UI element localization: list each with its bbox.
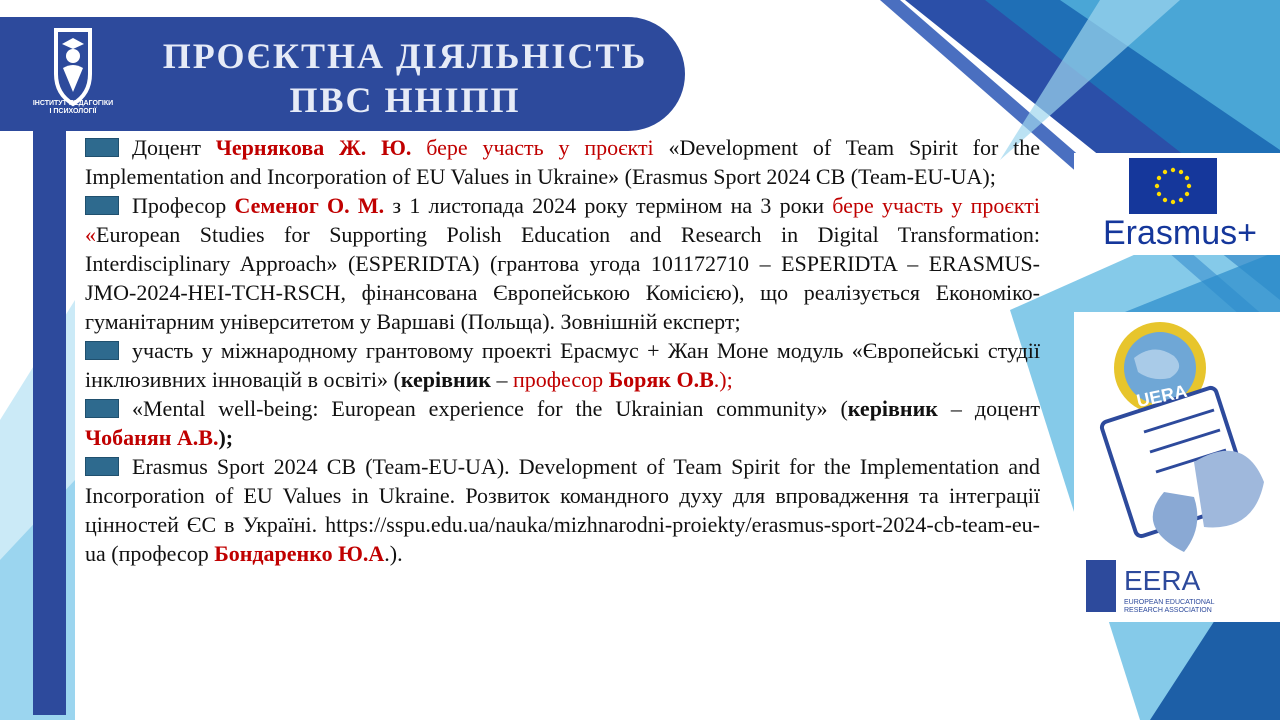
person-name: Чобанян А.В.	[85, 425, 219, 450]
erasmus-logo-text: Erasmus+	[1103, 214, 1257, 252]
list-item	[85, 452, 1040, 568]
bullet-icon	[85, 196, 119, 215]
uera-logo-text: UERA	[1134, 380, 1189, 412]
erasmus-logo	[1074, 153, 1280, 255]
logo-text-line1: ІНСТИТУТ ПЕДАГОГІКИ	[32, 100, 114, 107]
eera-subtitle-line1: EUROPEAN EDUCATIONAL	[1124, 599, 1215, 606]
item-dash: – доцент	[937, 396, 1040, 421]
eera-logo-text: EERA	[1124, 565, 1201, 596]
list-item	[85, 133, 1040, 191]
item-role: Доцент	[132, 135, 216, 160]
item-dash: –	[490, 367, 513, 392]
list-item	[85, 394, 1040, 452]
bullet-icon	[85, 399, 119, 418]
list-item	[85, 336, 1040, 394]
item-text: Erasmus Sport 2024 CB (Team-EU-UA). Development of Team Spirit for the Implementation and Incorporation of EU Values in Ukraine. Розвиток командного духу для впровадження та інтеграції цінностей ЄС в Україні. https://sspu.edu.ua/nauka/mizhnarodni-proiekty/erasmus-sport-2024-cb-team-eu-ua (професор	[85, 454, 1040, 566]
item-verb: бере участь у проєкті «	[85, 193, 1041, 247]
item-lead: керівник	[400, 367, 491, 392]
logo-text-line2: І ПСИХОЛОГІЇ	[49, 108, 97, 115]
item-role: Професор	[132, 193, 235, 218]
item-text: «Mental well-being: European experience for the Ukrainian community» (	[132, 396, 848, 421]
item-end: .).	[384, 541, 403, 566]
uera-eera-logo	[1074, 312, 1280, 622]
bullet-icon	[85, 457, 119, 476]
bullet-icon	[85, 138, 119, 157]
item-text: з 1 листопада 2024 року терміном на 3 роки	[384, 193, 833, 218]
item-end: );	[218, 425, 234, 450]
person-name: Семеног О. М.	[234, 193, 385, 218]
list-item	[85, 191, 1040, 336]
person-name: Боряк О.В	[608, 367, 714, 392]
institute-logo-text	[18, 100, 128, 116]
item-text: European Studies for Supporting Polish Education and Research in Digital Transformation: Interdisciplinary Approach» (ESPERIDTA) (грантова угода 101172710 – ESPERIDTA – ERASMUS-JMO-2024-HEI-TCH-RSCH, фінансована Європейською Комісією), що реалізується Економіко-гуманітарним університетом у Варшаві (Польща). Зовнішній експерт;	[85, 222, 1040, 334]
page-title	[140, 34, 670, 122]
item-end: .);	[713, 367, 733, 392]
bullet-icon	[85, 341, 119, 360]
person-name: Бондаренко Ю.А	[214, 541, 385, 566]
person-name: Чернякова Ж. Ю.	[215, 135, 412, 160]
page-title-line1: ПРОЄКТНА ДІЯЛЬНІСТЬ	[162, 36, 648, 76]
left-accent-bar	[33, 120, 66, 715]
page-title-line2: ПВС ННІПП	[289, 80, 521, 120]
item-verb: бере участь у проєкті	[411, 135, 654, 160]
item-text: участь у міжнародному грантовому проекті Ерасмус + Жан Моне модуль «Європейські студії інклюзивних інновацій в освіті» (	[85, 338, 1040, 392]
item-role: професор	[512, 367, 609, 392]
projects-list	[85, 133, 1040, 568]
item-text: «Development of Team Spirit for the Implementation and Incorporation of EU Values in Ukraine» (Erasmus Sport 2024 CB (Team-EU-UA);	[85, 135, 1041, 189]
eera-subtitle	[1124, 599, 1215, 615]
eera-subtitle-line2: RESEARCH ASSOCIATION	[1124, 607, 1212, 614]
item-lead: керівник	[847, 396, 938, 421]
